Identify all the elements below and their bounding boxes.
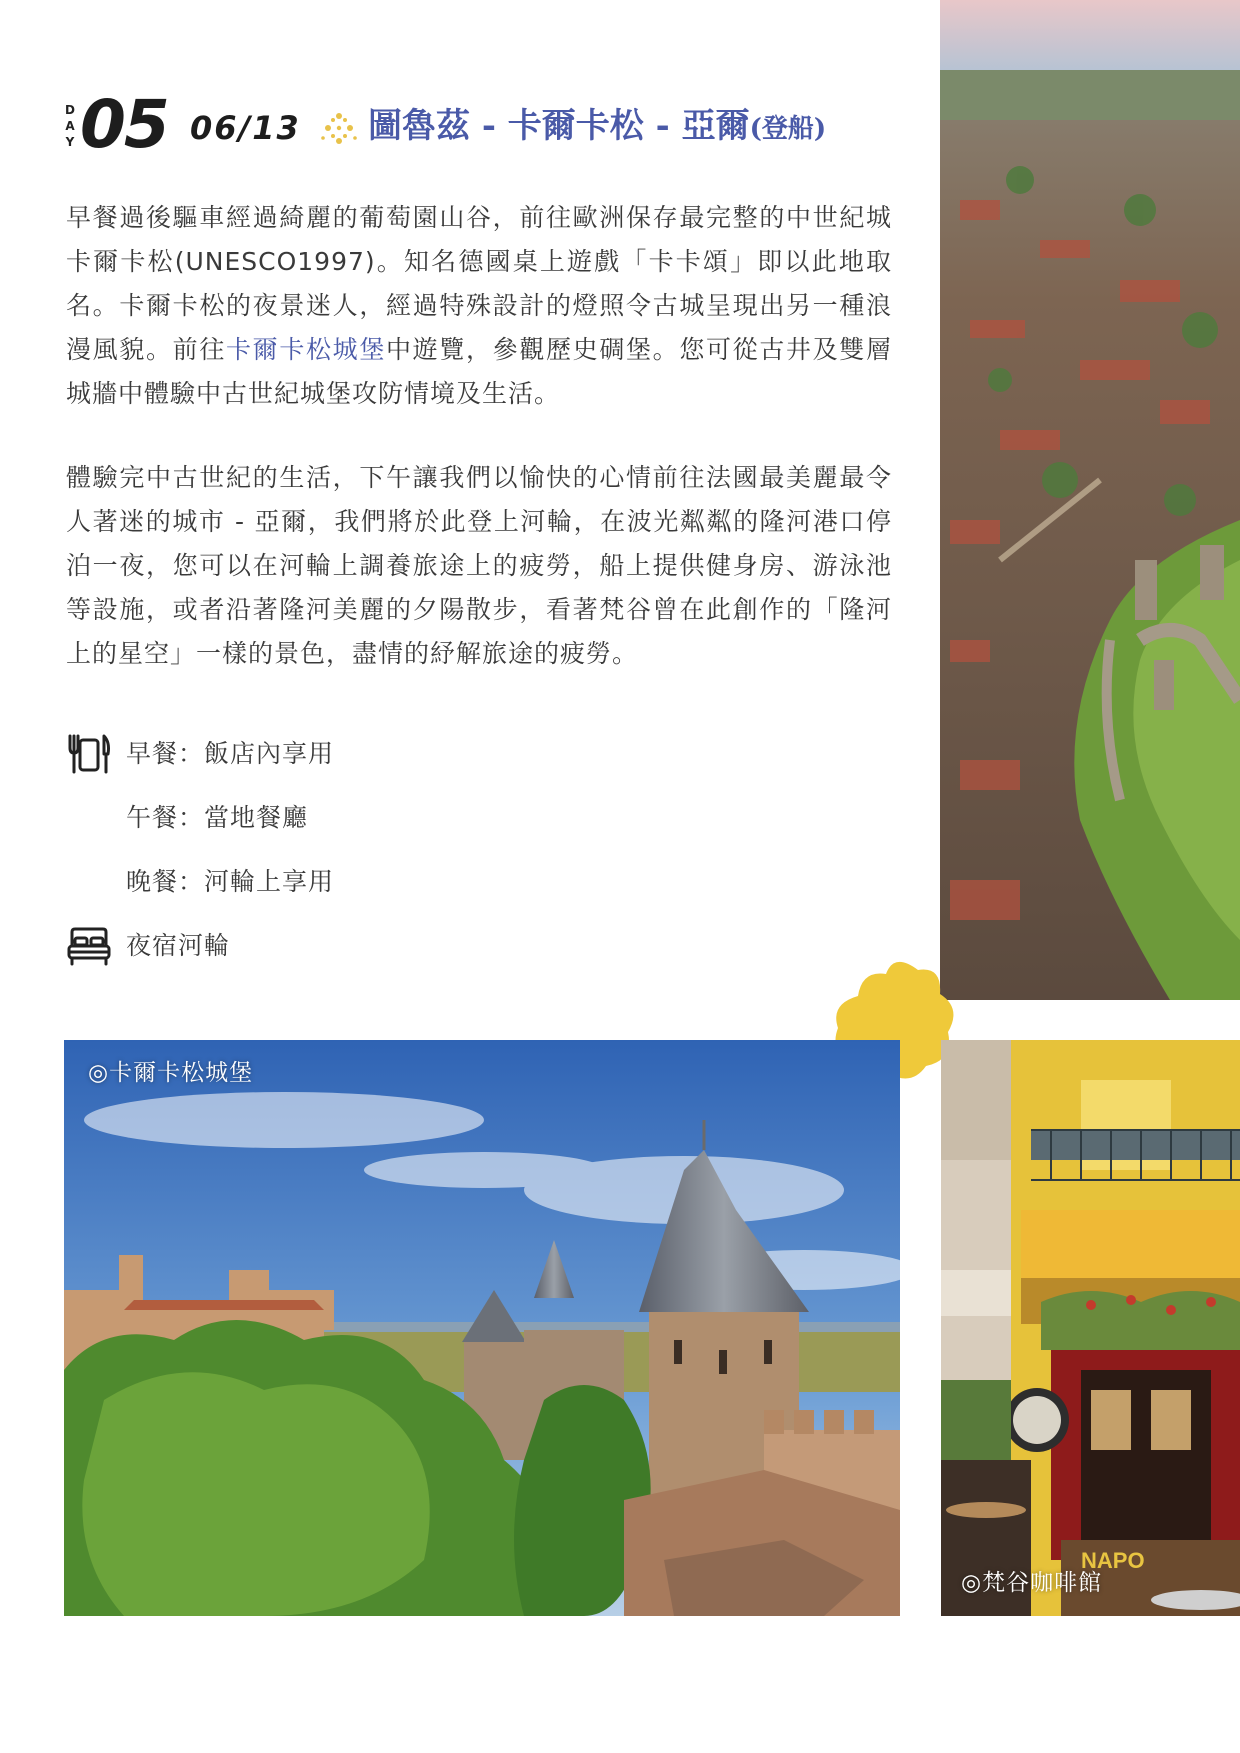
cafe-caption: ◎梵谷咖啡館 (961, 1570, 1103, 1596)
day-number: 05 (80, 86, 168, 163)
flower-sparkle-icon (320, 110, 358, 146)
lodging-row (66, 922, 230, 970)
bed-icon (66, 924, 112, 968)
cafe-sign-text: NAPO (1081, 1548, 1145, 1573)
route-note: (登船) (749, 114, 827, 144)
trip-date: 06/13 (190, 109, 301, 147)
itinerary-paragraph-1: 早餐過後驅車經過綺麗的葡萄園山谷，前往歐洲保存最完整的中世紀城卡爾卡松(UNESCO1997)。知名德國桌上遊戲「卡卡頌」即以此地取名。卡爾卡松的夜景迷人，經過特殊設計的燈照令古城呈現出另一種浪漫風貌。前往卡爾卡松城堡中遊覽，參觀歷史碉堡。您可從古井及雙層城牆中體驗中古世紀城堡攻防情境及生活。 (66, 203, 892, 408)
route-title (368, 104, 826, 151)
itinerary-paragraph-2: 體驗完中古世紀的生活，下午讓我們以愉快的心情前往法國最美麗最令人著迷的城市 - 亞爾，我們將於此登上河輪，在波光粼粼的隆河港口停泊一夜，您可以在河輪上調養旅途上的疲勞，船上提供健身房、游泳池等設施，或者沿著隆河美麗的夕陽散步，看著梵谷曾在此創作的「隆河上的星空」一樣的景色，盡情的紓解旅途的疲勞。 (66, 463, 892, 668)
dinner-text: 晚餐：河輪上享用 (126, 867, 335, 896)
meal-breakfast-row (66, 730, 334, 778)
day-letters: D A Y (65, 103, 75, 149)
meal-lunch-row (66, 794, 308, 842)
route-text: 圖魯茲 - 卡爾卡松 - 亞爾 (368, 106, 750, 146)
aerial-town-photo (940, 0, 1240, 1000)
carcassonne-castle-photo (64, 1040, 900, 1616)
lunch-text: 午餐：當地餐廳 (126, 803, 309, 832)
lodging-text: 夜宿河輪 (126, 931, 231, 960)
van-gogh-cafe-photo (941, 1040, 1240, 1616)
meal-dinner-row (66, 858, 334, 906)
fork-plate-knife-icon (66, 732, 112, 776)
highlight-castle: 卡爾卡松城堡 (226, 335, 386, 364)
breakfast-text: 早餐：飯店內享用 (126, 739, 335, 768)
castle-caption: ◎卡爾卡松城堡 (88, 1060, 254, 1086)
